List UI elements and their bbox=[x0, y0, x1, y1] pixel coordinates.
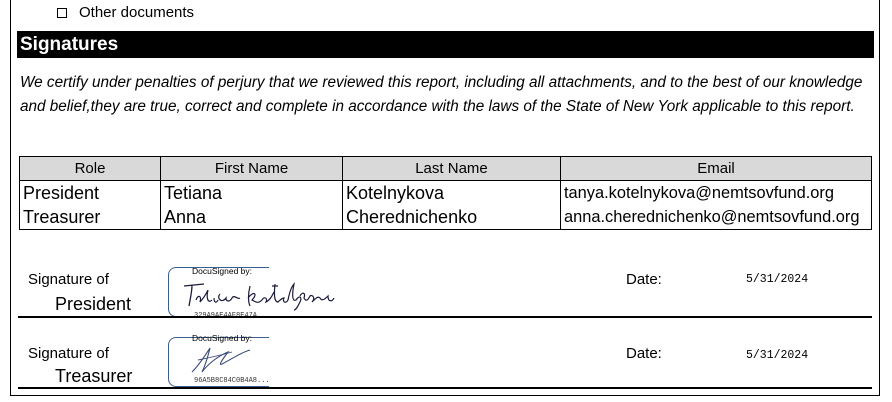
cell-last-name: Cherednichenko bbox=[343, 205, 561, 230]
signer-role-label: President bbox=[55, 294, 132, 314]
date-value: 5/31/2024 bbox=[746, 349, 809, 362]
docusign-title: DocuSigned by: bbox=[192, 266, 253, 276]
table-row bbox=[20, 205, 872, 230]
treasurer-signature-block bbox=[18, 332, 872, 392]
table-header-row bbox=[20, 157, 872, 181]
cell-email: tanya.kotelnykova@nemtsovfund.org bbox=[561, 181, 872, 206]
table-row bbox=[20, 181, 872, 206]
column-header-last-name: Last Name bbox=[343, 157, 561, 181]
checkbox-icon[interactable] bbox=[57, 8, 67, 18]
column-header-role: Role bbox=[20, 157, 161, 181]
signature-label: Signature of bbox=[28, 271, 109, 288]
cell-first-name: Tetiana bbox=[161, 181, 343, 206]
envelope-id: 96A5B8C84C0B4A8... bbox=[194, 377, 270, 385]
cell-first-name: Anna bbox=[161, 205, 343, 230]
column-header-email: Email bbox=[561, 157, 872, 181]
docusign-title: DocuSigned by: bbox=[192, 333, 253, 343]
date-label: Date: bbox=[626, 271, 662, 288]
signer-role-label: Treasurer bbox=[55, 366, 133, 386]
signatures-heading: Signatures bbox=[17, 31, 874, 58]
cell-role: President bbox=[20, 181, 161, 206]
signers-table bbox=[19, 156, 872, 230]
signature-line bbox=[18, 387, 872, 389]
cell-email: anna.cherednichenko@nemtsovfund.org bbox=[561, 205, 872, 230]
date-label: Date: bbox=[626, 345, 662, 362]
president-signature-image[interactable] bbox=[178, 276, 358, 312]
other-documents-option[interactable] bbox=[57, 4, 194, 21]
cell-role: Treasurer bbox=[20, 205, 161, 230]
signature-label: Signature of bbox=[28, 345, 109, 362]
signature-line bbox=[18, 316, 872, 318]
certification-statement: We certify under penalties of perjury that we reviewed this report, including all attachments, and to the best of our knowledge and belief,they are true, correct and complete in accordance with the laws of the State of New York applicable to this report. bbox=[20, 74, 863, 115]
other-documents-label: Other documents bbox=[79, 4, 195, 21]
cell-last-name: Kotelnykova bbox=[343, 181, 561, 206]
column-header-first-name: First Name bbox=[161, 157, 343, 181]
date-value: 5/31/2024 bbox=[746, 273, 809, 286]
treasurer-signature-image[interactable] bbox=[188, 342, 258, 378]
president-signature-block bbox=[18, 262, 872, 320]
